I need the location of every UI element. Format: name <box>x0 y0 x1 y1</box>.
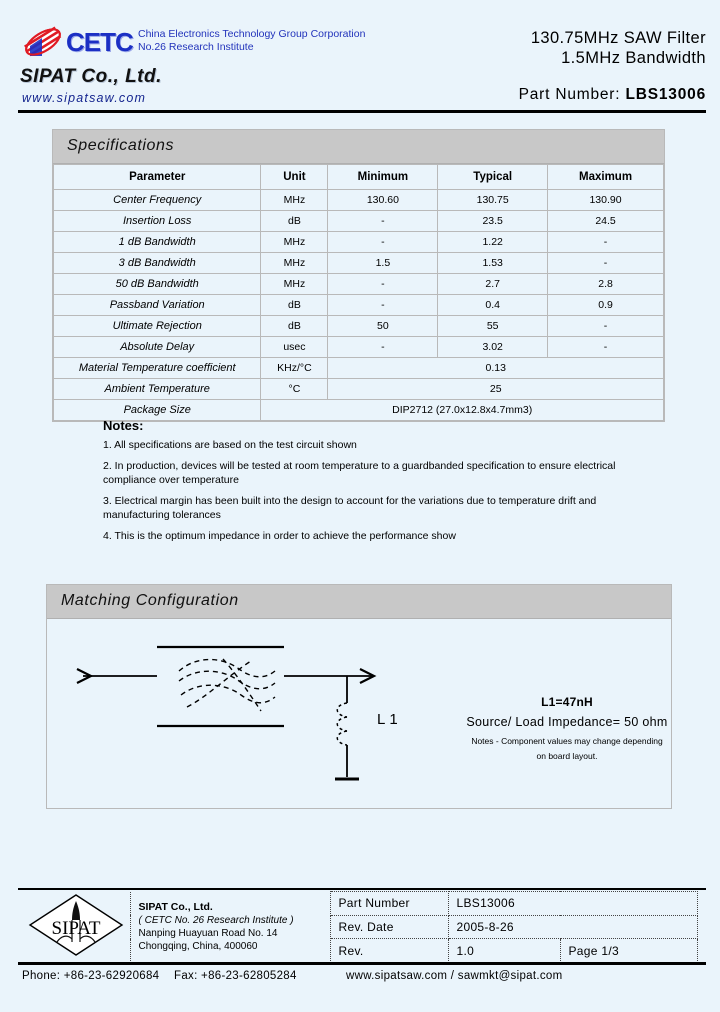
footer-web-email[interactable]: www.sipatsaw.com / sawmkt@sipat.com <box>346 970 563 982</box>
footer-company-address <box>130 892 330 963</box>
footer-phone: Phone: +86-23-62920684 <box>22 970 160 982</box>
cell-typical: 1.22 <box>438 232 548 253</box>
footer-rev-value: 1.0 <box>448 939 560 963</box>
table-row <box>54 190 664 211</box>
part-number-label: Part Number: <box>518 86 621 103</box>
cell-unit: usec <box>261 337 328 358</box>
specifications-table <box>53 164 664 421</box>
cell-unit: MHz <box>261 274 328 295</box>
table-row <box>54 379 664 400</box>
column-header-minimum: Minimum <box>328 165 438 190</box>
specifications-title: Specifications <box>53 130 664 164</box>
cell-minimum: - <box>328 295 438 316</box>
table-row <box>54 211 664 232</box>
cell-parameter: 1 dB Bandwidth <box>54 232 261 253</box>
cell-parameter: Ambient Temperature <box>54 379 261 400</box>
cell-minimum: 50 <box>328 316 438 337</box>
notes-title: Notes: <box>103 418 144 433</box>
table-row <box>54 295 664 316</box>
part-number-value: LBS13006 <box>625 86 706 103</box>
cell-minimum: - <box>328 274 438 295</box>
column-header-maximum: Maximum <box>548 165 664 190</box>
table-row <box>54 274 664 295</box>
specifications-panel <box>52 129 665 422</box>
sipat-diamond-logo <box>22 892 130 963</box>
cell-parameter: Absolute Delay <box>54 337 261 358</box>
footer-row-part-number <box>22 892 698 916</box>
cell-parameter: Insertion Loss <box>54 211 261 232</box>
cell-parameter: Package Size <box>54 400 261 421</box>
column-header-unit: Unit <box>261 165 328 190</box>
cell-maximum: 0.9 <box>548 295 664 316</box>
footer-part-number-value: LBS13006 <box>448 892 698 916</box>
footer-parenthetical: ( CETC No. 26 Research Institute ) <box>138 915 294 926</box>
product-title-block <box>531 28 706 68</box>
cell-typical: 23.5 <box>438 211 548 232</box>
cell-unit: KHz/°C <box>261 358 328 379</box>
cell-parameter: Ultimate Rejection <box>54 316 261 337</box>
matching-configuration-panel <box>46 584 672 809</box>
l1-value-label: L1=47nH <box>541 695 593 709</box>
cell-minimum: - <box>328 337 438 358</box>
matching-note-line-2: on board layout. <box>536 751 598 761</box>
column-header-parameter: Parameter <box>54 165 261 190</box>
footer-rev-label: Rev. <box>330 939 448 963</box>
note-item: 2. In production, devices will be tested at room temperature to a guardbanded specification to ensure electrical compliance over temperature <box>103 460 616 486</box>
cetc-wordmark: CETC <box>66 27 133 57</box>
cell-parameter: Material Temperature coefficient <box>54 358 261 379</box>
cetc-company-line-1: China Electronics Technology Group Corporation <box>138 28 366 40</box>
cell-maximum: - <box>548 253 664 274</box>
product-title-line-1: 130.75MHz SAW Filter <box>530 29 706 47</box>
cetc-company-lines <box>138 28 365 54</box>
cell-maximum: - <box>548 316 664 337</box>
cell-minimum: - <box>328 232 438 253</box>
cell-unit: MHz <box>261 253 328 274</box>
impedance-label: Source/ Load Impedance= 50 ohm <box>466 715 668 729</box>
table-header-row <box>54 165 664 190</box>
note-item: 1. All specifications are based on the test circuit shown <box>103 439 357 451</box>
footer-rev-date-value: 2005-8-26 <box>448 915 698 939</box>
sipat-website-link[interactable]: www.sipatsaw.com <box>22 91 147 105</box>
cell-maximum: - <box>548 232 664 253</box>
cell-parameter: Passband Variation <box>54 295 261 316</box>
cell-span-value: 25 <box>328 379 664 400</box>
page-header <box>0 0 720 105</box>
cell-unit: dB <box>261 211 328 232</box>
matching-note-line-1: Notes - Component values may change depending <box>471 736 663 746</box>
footer-fax: Fax: +86-23-62805284 <box>174 970 297 982</box>
footer-page-label: Page 1/3 <box>560 939 698 963</box>
table-row <box>54 358 664 379</box>
product-title-line-2: 1.5MHz Bandwidth <box>561 49 706 67</box>
footer-company-name: SIPAT Co., Ltd. <box>138 901 213 913</box>
cell-parameter: 50 dB Bandwidth <box>54 274 261 295</box>
cell-typical: 55 <box>438 316 548 337</box>
cell-unit: °C <box>261 379 328 400</box>
cetc-company-line-2: No.26 Research Institute <box>138 41 254 53</box>
notes-section <box>103 418 663 550</box>
cell-maximum: - <box>548 337 664 358</box>
header-divider <box>18 110 706 113</box>
cell-maximum: 2.8 <box>548 274 664 295</box>
cell-minimum: - <box>328 211 438 232</box>
footer-info-table <box>22 891 698 963</box>
footer-rev-date-label: Rev. Date <box>330 915 448 939</box>
cell-typical: 2.7 <box>438 274 548 295</box>
table-row <box>54 232 664 253</box>
matching-values-text <box>461 695 673 763</box>
table-row <box>54 337 664 358</box>
cetc-logo <box>22 26 133 58</box>
sipat-company-name: SIPAT Co., Ltd. <box>20 66 162 87</box>
cell-span-value: 0.13 <box>328 358 664 379</box>
cell-minimum: 130.60 <box>328 190 438 211</box>
cell-typical: 1.53 <box>438 253 548 274</box>
cetc-emblem-icon <box>22 26 64 58</box>
table-row <box>54 316 664 337</box>
cell-parameter: 3 dB Bandwidth <box>54 253 261 274</box>
cell-unit: MHz <box>261 232 328 253</box>
cell-unit: dB <box>261 295 328 316</box>
cell-maximum: 130.90 <box>548 190 664 211</box>
cell-typical: 0.4 <box>438 295 548 316</box>
table-row <box>54 253 664 274</box>
svg-text:SIPAT: SIPAT <box>51 917 101 939</box>
column-header-typical: Typical <box>438 165 548 190</box>
footer-top-divider <box>18 888 706 890</box>
cell-unit: dB <box>261 316 328 337</box>
cell-maximum: 24.5 <box>548 211 664 232</box>
inductor-label: L1 <box>377 711 402 728</box>
cell-typical: 130.75 <box>438 190 548 211</box>
cell-span-all: DIP2712 (27.0x12.8x4.7mm3) <box>261 400 664 421</box>
cell-unit: MHz <box>261 190 328 211</box>
matching-circuit-diagram <box>47 619 671 805</box>
footer-address-line-1: Nanping Huayuan Road No. 14 <box>138 928 278 939</box>
matching-configuration-title: Matching Configuration <box>47 585 671 619</box>
cell-parameter: Center Frequency <box>54 190 261 211</box>
cell-minimum: 1.5 <box>328 253 438 274</box>
cell-typical: 3.02 <box>438 337 548 358</box>
footer-part-number-label: Part Number <box>330 892 448 916</box>
footer-contact-line <box>22 970 698 982</box>
footer-address-line-2: Chongqing, China, 400060 <box>138 941 258 952</box>
note-item: 3. Electrical margin has been built into the design to account for the variations due to temperature drift and manufacturing tolerances <box>103 495 597 521</box>
part-number-header <box>519 86 706 104</box>
note-item: 4. This is the optimum impedance in order to achieve the performance show <box>103 530 456 542</box>
footer-bottom-divider <box>18 962 706 965</box>
